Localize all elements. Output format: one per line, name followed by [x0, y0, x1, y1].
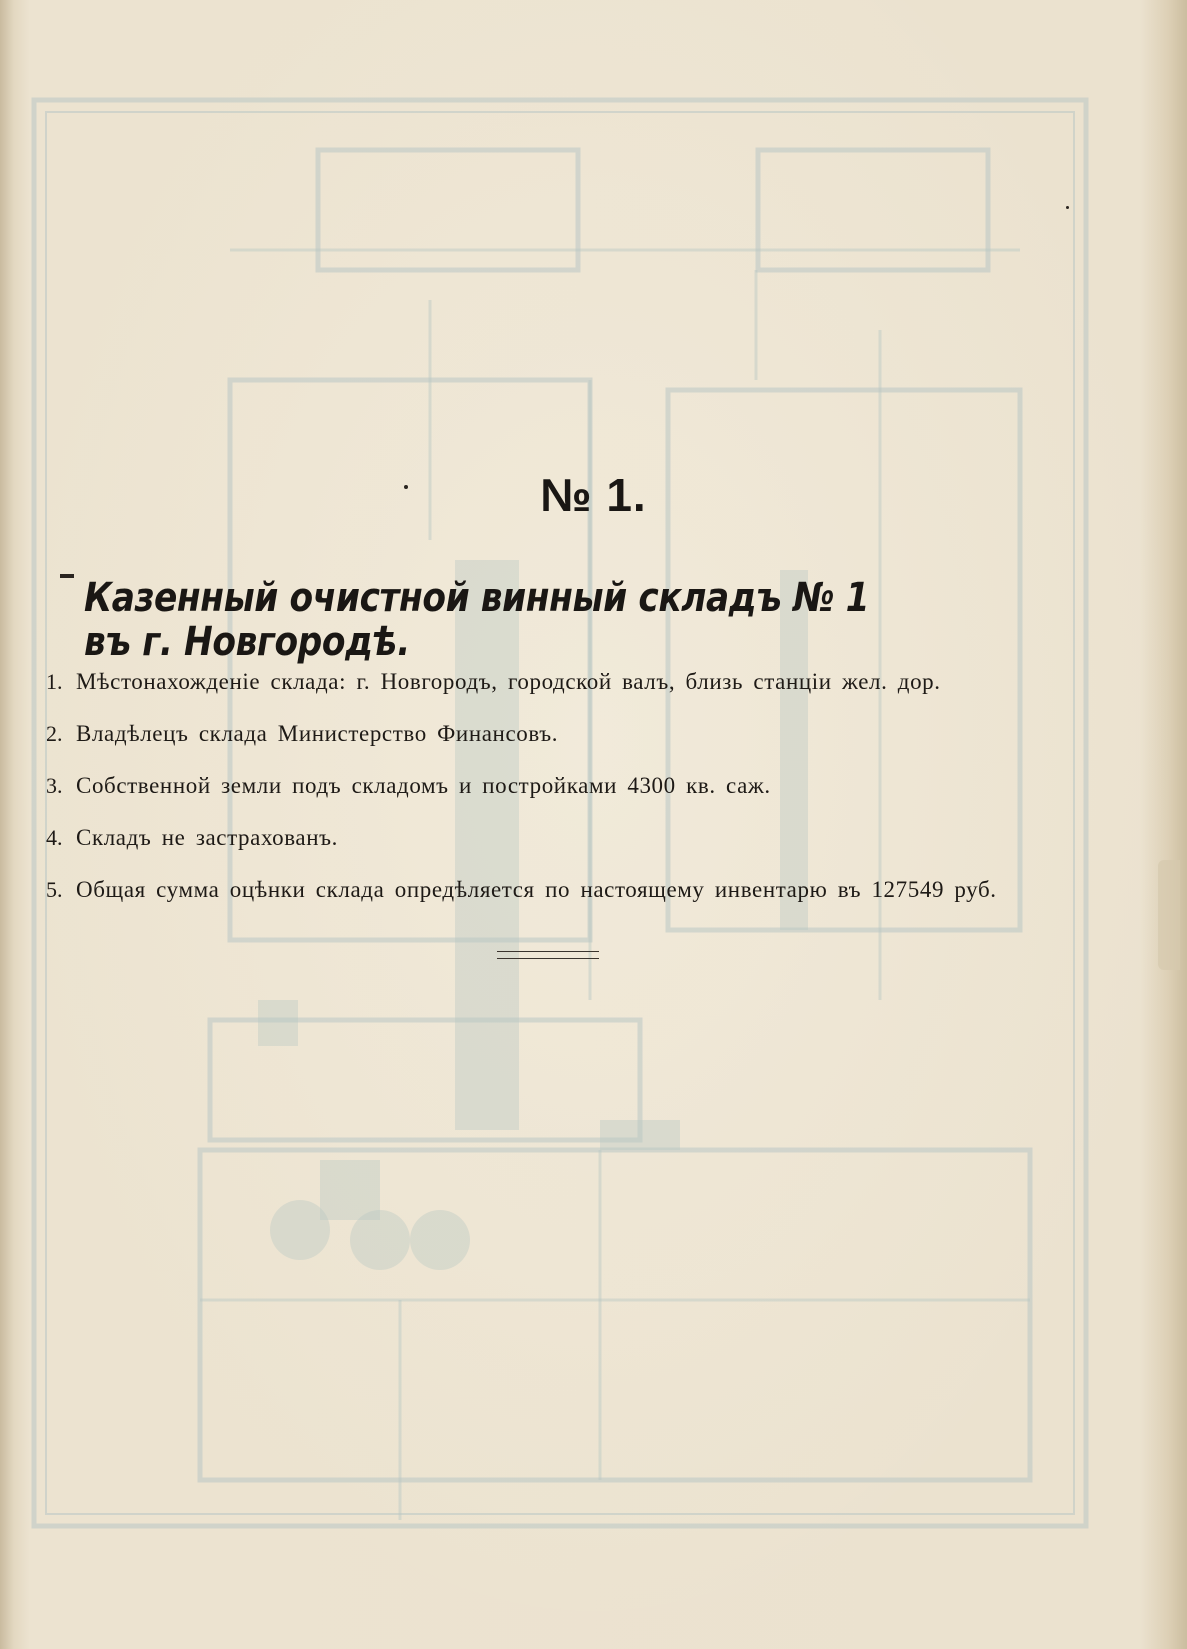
document-number-heading: № 1.: [540, 469, 647, 521]
item-text: Собственной земли подъ складомъ и постройками 4300 кв. саж.: [76, 773, 771, 798]
item-text: Мѣстонахожденіе склада: г. Новгородъ, городской валъ, близь станціи жел. дор.: [76, 669, 941, 694]
section-divider: [497, 951, 599, 959]
list-item: [46, 768, 1126, 820]
item-number: 4.: [46, 825, 63, 850]
facts-list: [46, 664, 1126, 924]
document-title: Казенный очистной винный складъ № 1 въ г. Новгородѣ.: [84, 575, 870, 665]
item-text: Общая сумма оцѣнки склада опредѣляется по настоящему инвентарю въ 127549 руб.: [76, 877, 997, 902]
item-number: 3.: [46, 773, 63, 798]
item-number: 2.: [46, 721, 63, 746]
ink-speck: [1066, 206, 1069, 209]
list-item: [46, 716, 1126, 768]
item-number: 1.: [46, 669, 63, 694]
list-item: [46, 664, 1126, 716]
item-text: Владѣлецъ склада Министерство Финансовъ.: [76, 721, 559, 746]
list-item: [46, 872, 1126, 924]
item-number: 5.: [46, 877, 63, 902]
item-text: Складъ не застрахованъ.: [76, 825, 338, 850]
title-dash: [60, 574, 74, 578]
list-item: [46, 820, 1126, 872]
